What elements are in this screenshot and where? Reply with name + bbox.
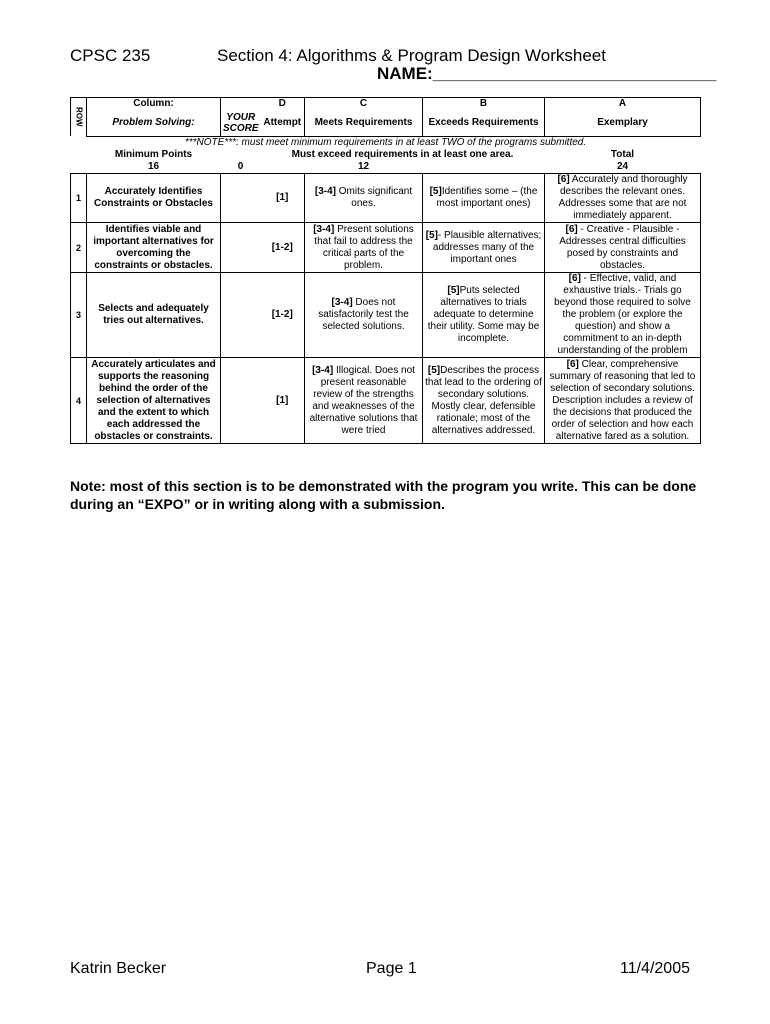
score-cell[interactable] [221,273,261,358]
meets-text: Illogical. Does not present reasonable review of the strengths and weaknesses of the alternative solutions that were tried [309,364,418,436]
meets-cell [305,174,423,223]
attempt-points: [1] [261,358,305,444]
exemplary-text: Accurately and thoroughly describes the relevant ones. Addresses some that are not immediately apparent. [558,174,688,221]
points-total: 24 [545,161,701,174]
table-row [71,273,701,358]
total-label: Total [610,149,635,160]
row-number: 4 [71,358,87,444]
row-number: 2 [71,223,87,273]
row-header: ROW [71,98,87,137]
exemplary-points: [6] [557,174,570,185]
course-code: CPSC 235 [70,46,151,65]
must-exceed-label: Must exceed requirements in at least one area. [291,149,514,160]
meets-points: [3-4] [331,297,353,308]
exceeds-points: [5] [427,364,441,376]
col-letter-c: C [305,98,423,111]
score-cell[interactable] [221,223,261,273]
exceeds-text: - Plausible alternatives; addresses many of the important ones [432,229,542,265]
exemplary-cell [545,358,701,444]
page-title: Section 4: Algorithms & Program Design Worksheet [217,46,606,65]
column-label: Column: [87,98,221,111]
header-exceeds: Exceeds Requirements [423,110,545,136]
row-number: 3 [71,273,87,358]
col-letter-a: A [545,98,701,111]
rubric-table [70,97,701,444]
points-meets: 12 [305,161,423,174]
criterion: Accurately articulates and supports the reasoning behind the order of the selection of alternatives and the extent to which each addressed the obstacles or constraints. [87,358,221,444]
exemplary-text: - Creative - Plausible - Addresses central difficulties posed by constraints and obstacles. [559,223,686,271]
row-number: 1 [71,174,87,223]
criterion: Accurately Identifies Constraints or Obstacles [87,174,221,223]
meets-cell [305,273,423,358]
meets-text: Does not satisfactorily test the selected solutions. [318,297,409,332]
attempt-points: [1] [261,174,305,223]
footer-page: Page 1 [366,960,417,977]
requirements-note: ***NOTE***: must meet minimum requirements in at least TWO of the programs submitted. [184,136,587,148]
exceeds-text: Puts selected alternatives to trials adequate to determine their utility. Some may be incomplete. [427,285,540,344]
table-row [71,174,701,223]
exceeds-points: [5] [429,186,442,197]
problem-solving-label: Problem Solving: [87,110,221,136]
exemplary-cell [545,223,701,273]
exemplary-text: - Effective, valid, and exhaustive trials.- Trials go beyond those required to solve the problem (or explore the question) and show a commitment to an in-depth understanding of the problem [554,273,691,356]
meets-text: Present solutions that fail to address the critical parts of the problem. [314,223,414,271]
exemplary-points: [6] [568,273,581,284]
col-letter-d: D [261,98,305,111]
exceeds-text: Describes the process that lead to the ordering of secondary solutions. Mostly clear, defensible rationale; most of the alternatives addressed. [425,364,542,436]
score-cell[interactable] [221,358,261,444]
exceeds-cell [423,174,545,223]
header-meets: Meets Requirements [305,110,423,136]
table-row [71,358,701,444]
header-exemplary: Exemplary [545,110,701,136]
col-letter-b: B [423,98,545,111]
table-row [71,223,701,273]
exceeds-points: [5] [447,285,460,296]
points-score: 0 [221,161,261,174]
criterion: Identifies viable and important alternatives for overcoming the constraints or obstacles. [87,223,221,273]
exceeds-points: [5] [425,229,438,241]
exceeds-cell [423,273,545,358]
submission-note: Note: most of this section is to be demonstrated with the program you write. This can be done during an “EXPO” or in writing along with a submission. [70,478,697,512]
points-min: 16 [87,161,221,174]
meets-cell [305,358,423,444]
meets-points: [3-4] [314,186,336,197]
meets-points: [3-4] [312,364,334,376]
your-score-label: YOUR SCORE [221,110,261,136]
header-attempt: Attempt [261,110,305,136]
meets-text: Omits significant ones. [335,186,413,209]
exemplary-points: [6] [566,358,579,370]
footer-date: 11/4/2005 [620,960,690,977]
name-field-label: NAME:______________________________ [377,64,717,83]
exceeds-cell [423,358,545,444]
exemplary-text: Clear, comprehensive summary of reasoning that led to selection of secondary solutions. Description includes a review of the decisions that produced the order of selection and how each alternative fared as a solution. [549,358,696,442]
exceeds-text: Identifies some – (the most important ones) [436,186,538,209]
attempt-points: [1-2] [261,223,305,273]
footer-author: Katrin Becker [70,960,167,977]
meets-cell [305,223,423,273]
exemplary-cell [545,273,701,358]
attempt-points: [1-2] [261,273,305,358]
criterion: Selects and adequately tries out alternatives. [87,273,221,358]
minimum-points-label: Minimum Points [114,149,193,160]
exceeds-cell [423,223,545,273]
exemplary-points: [6] [565,223,578,235]
exemplary-cell [545,174,701,223]
meets-points: [3-4] [313,223,335,235]
score-cell[interactable] [221,174,261,223]
